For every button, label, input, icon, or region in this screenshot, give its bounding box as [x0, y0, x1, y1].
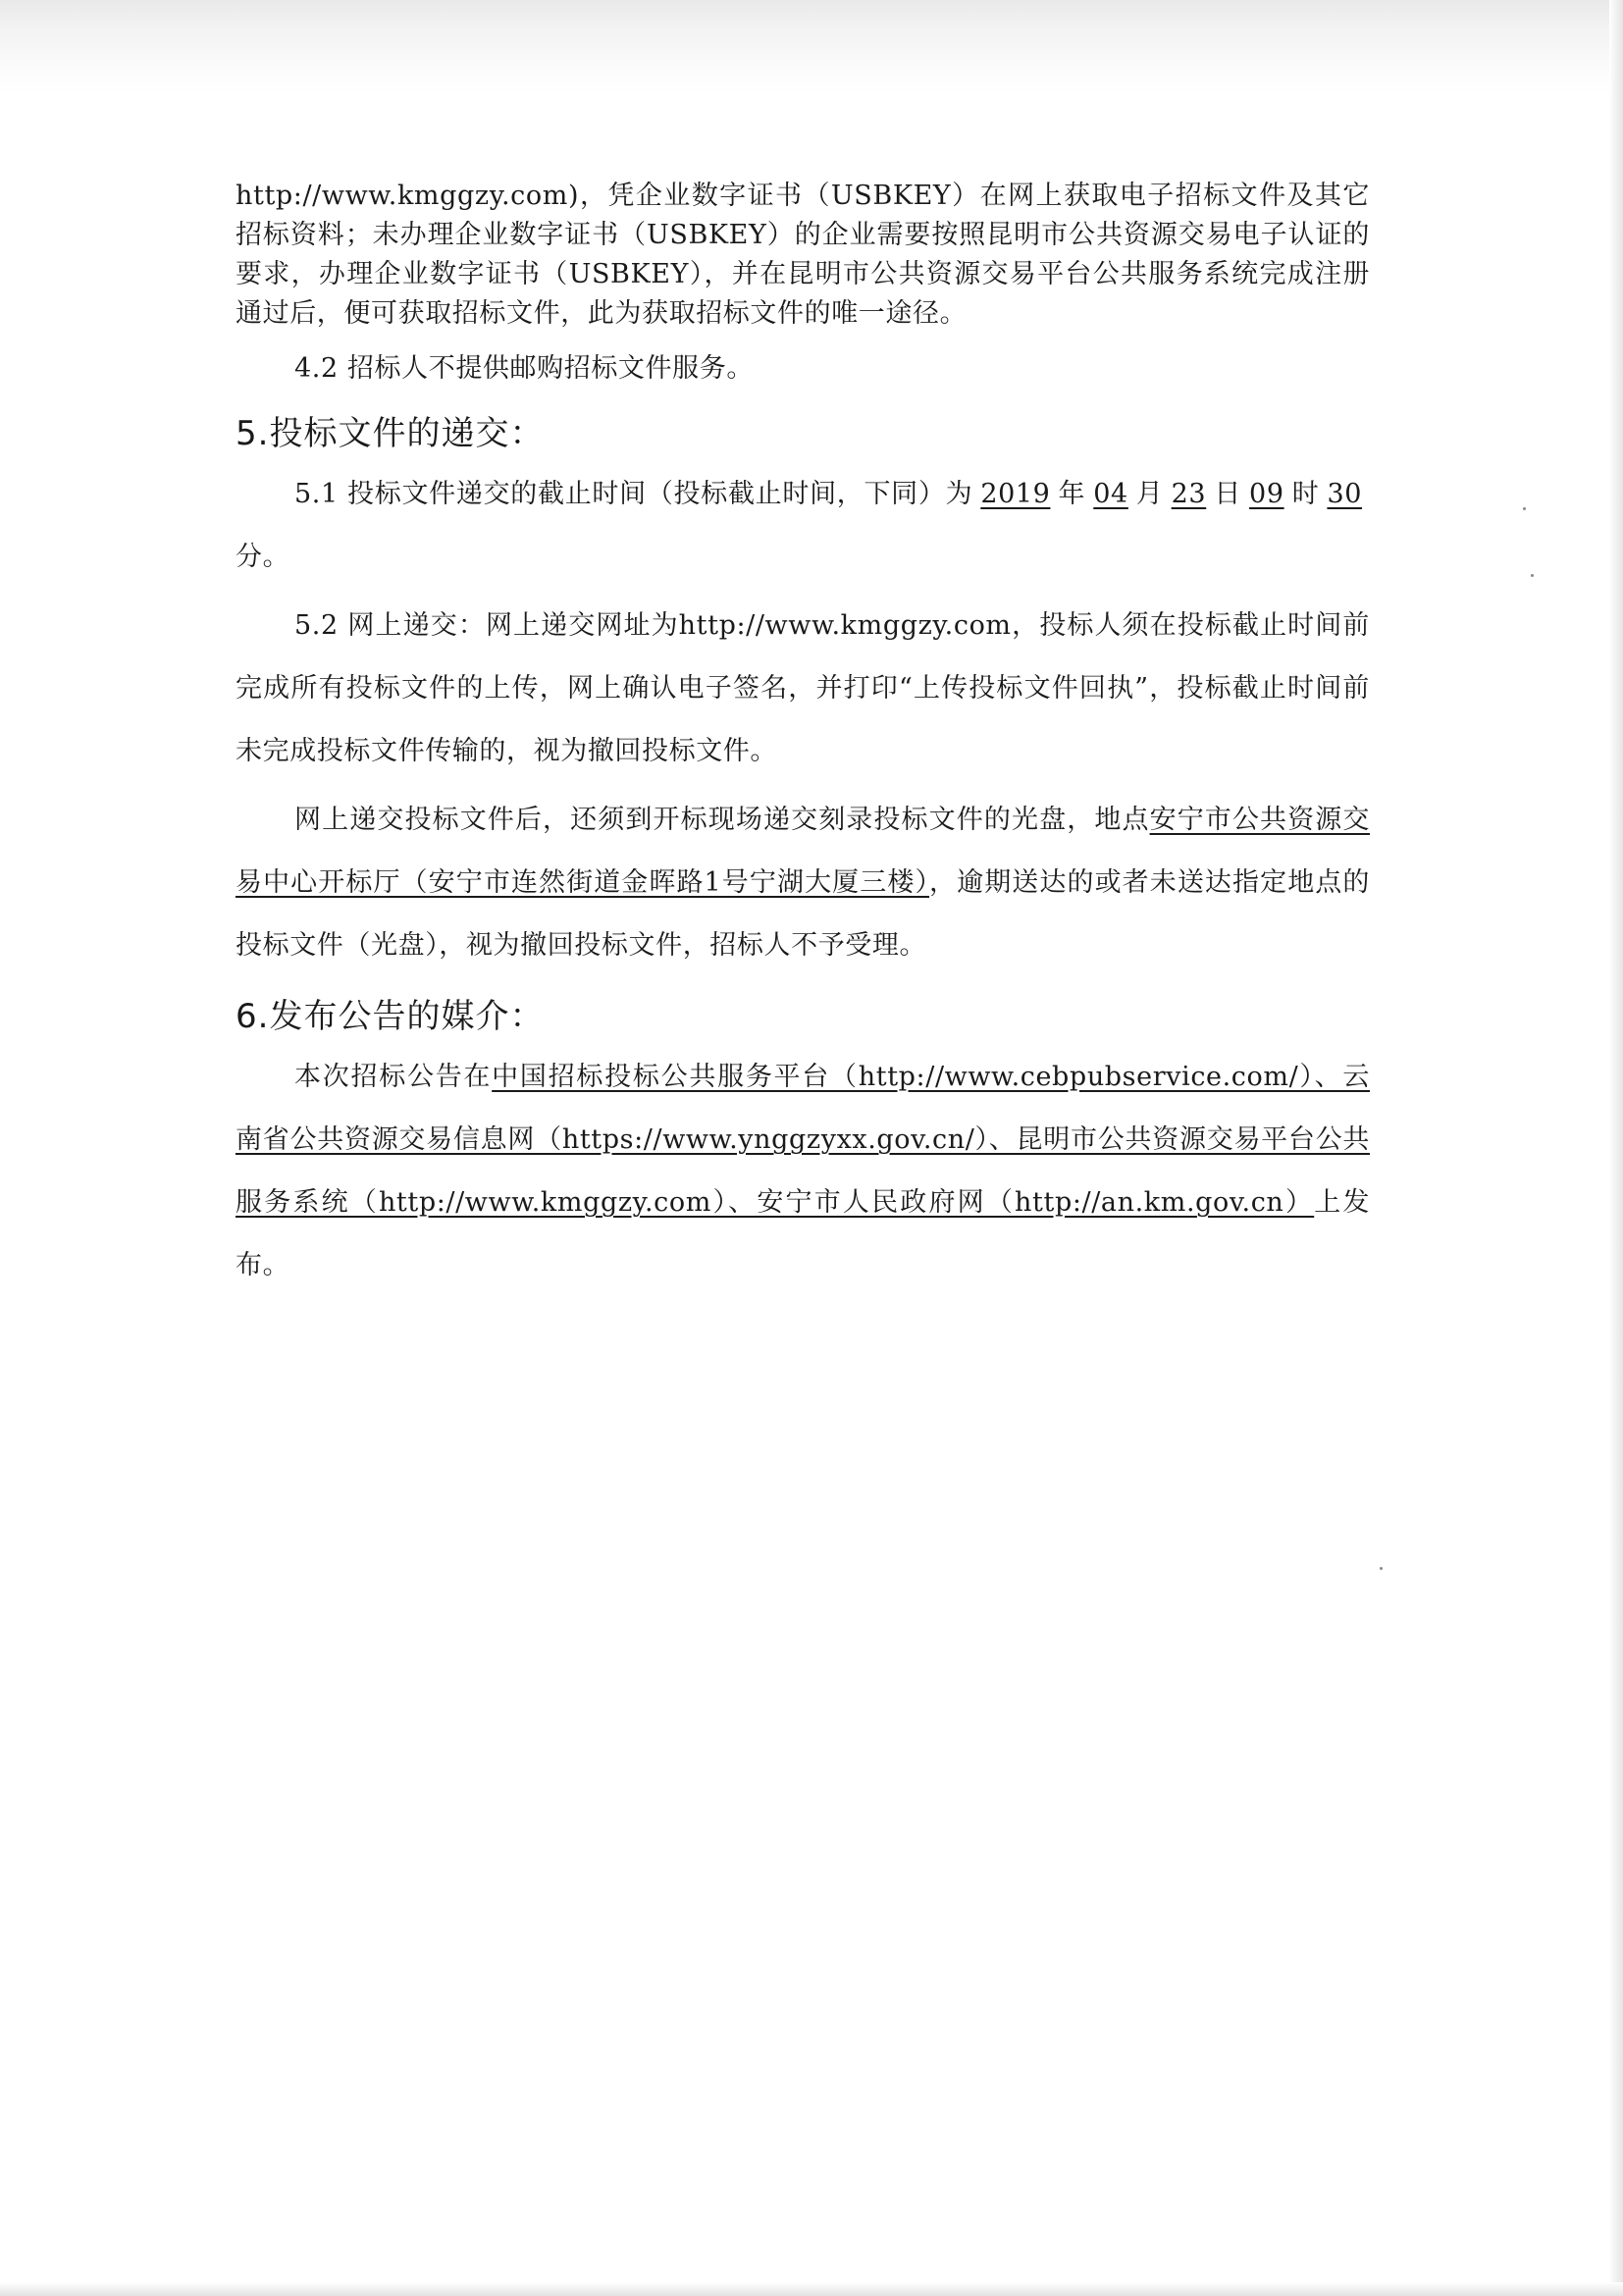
media-intro: 本次招标公告在	[294, 1062, 493, 1092]
section4-paragraph-1: http://www.kmggzy.com)，凭企业数字证书（USBKEY）在网上获取电子招标文件及其它招标资料；未办理企业数字证书（USBKEY）的企业需要按照昆明市公共资源交易电子认证的要求，办理企业数字证书（USBKEY），并在昆明市公共资源交易平台公共服务系统完成注册通过后，便可获取招标文件，此为获取招标文件的唯一途径。	[236, 181, 1370, 329]
deadline-year: 2019	[980, 479, 1051, 509]
deadline-hour: 09	[1249, 479, 1284, 509]
scan-speck	[1523, 507, 1526, 510]
section5-paragraph-3	[236, 789, 1370, 977]
deadline-day-unit: 日	[1214, 479, 1242, 509]
section6-paragraph	[236, 1046, 1370, 1297]
section5-heading: 5.投标文件的递交：	[236, 414, 545, 453]
scan-top-shadow	[0, 0, 1623, 93]
scan-right-edge	[1609, 0, 1623, 2296]
deadline-hour-unit: 时	[1291, 479, 1320, 509]
scan-speck	[1380, 1567, 1383, 1570]
section5-paragraph-1	[236, 463, 1370, 589]
media-rest: 上发布。	[236, 1187, 1370, 1280]
media-list: 中国招标投标公共服务平台（http://www.cebpubservice.com/）、云南省公共资源交易信息网（https://www.ynggzyxx.gov.cn/）、昆明市公共资源交易平台公共服务系统（http://www.kmggzy.com）、安宁市人民政府网（http://an.km.gov.cn）	[236, 1062, 1370, 1218]
section6-heading: 6.发布公告的媒介：	[236, 997, 545, 1036]
submission-location: 安宁市公共资源交易中心开标厅（安宁市连然街道金晖路1号宁湖大厦三楼）	[236, 805, 1370, 898]
deadline-day: 23	[1171, 479, 1207, 509]
submission-rest: ，逾期送达的或者未送达指定地点的投标文件（光盘），视为撤回投标文件，招标人不予受理。	[236, 867, 1370, 961]
scan-bottom-edge	[0, 2282, 1623, 2296]
deadline-minute-unit: 分。	[236, 542, 290, 572]
deadline-minute: 30	[1327, 479, 1362, 509]
scan-speck	[1531, 574, 1534, 577]
deadline-month-unit: 月	[1135, 479, 1164, 509]
deadline-year-unit: 年	[1058, 479, 1086, 509]
document-body	[236, 177, 1370, 1297]
deadline-month: 04	[1093, 479, 1128, 509]
deadline-intro: 5.1 投标文件递交的截止时间（投标截止时间，下同）为	[294, 479, 973, 509]
section4-paragraph-2: 4.2 招标人不提供邮购招标文件服务。	[294, 353, 754, 384]
submission-intro: 网上递交投标文件后，还须到开标现场递交刻录投标文件的光盘，地点	[294, 805, 1150, 835]
section5-paragraph-2: 5.2 网上递交：网上递交网址为http://www.kmggzy.com，投标人须在投标截止时间前完成所有投标文件的上传，网上确认电子签名，并打印“上传投标文件回执”，投标截止时间前未完成投标文件传输的，视为撤回投标文件。	[236, 610, 1370, 766]
